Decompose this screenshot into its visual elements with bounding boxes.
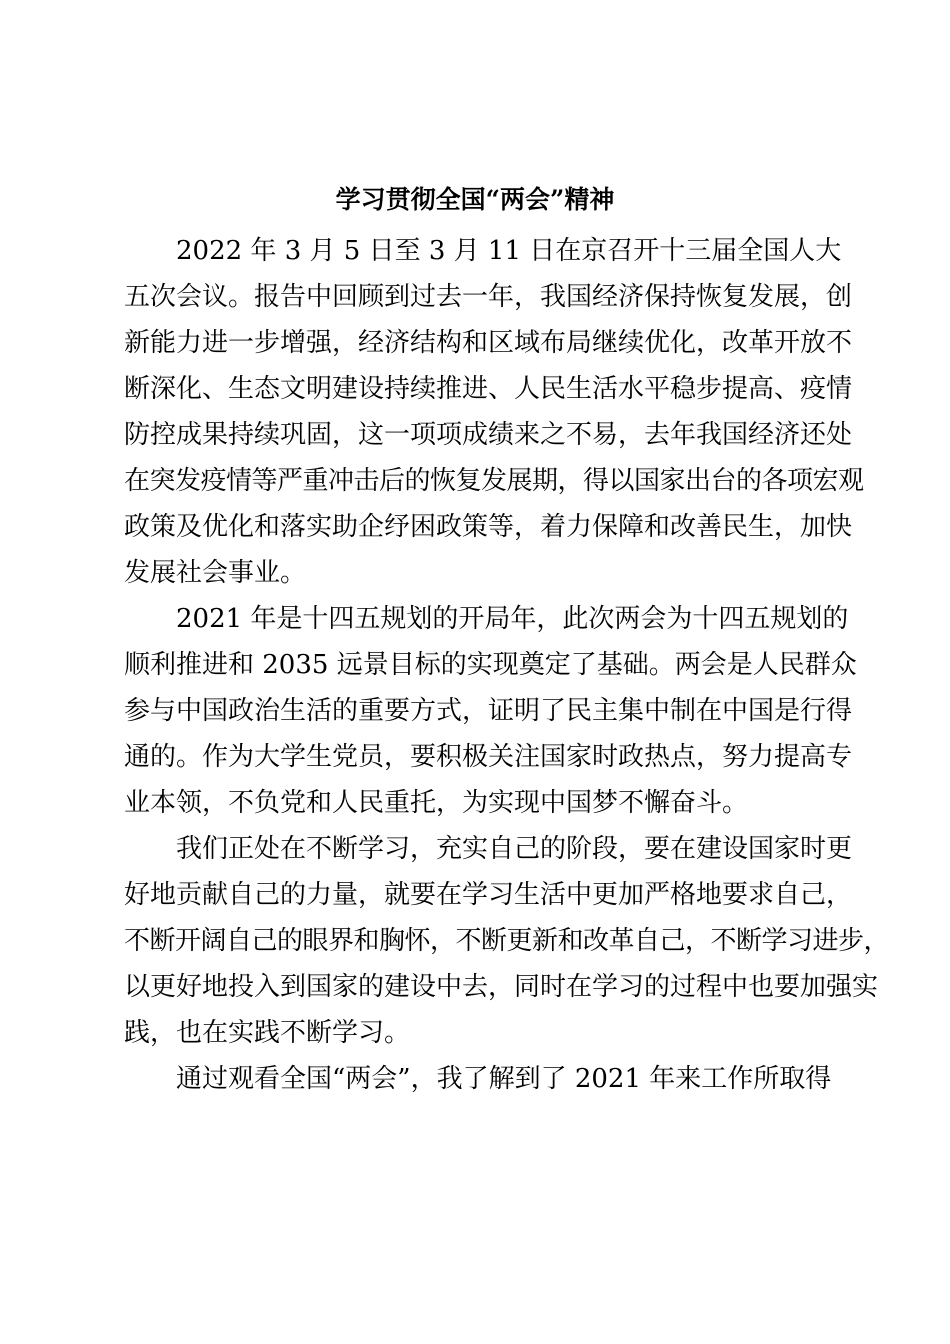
paragraph-1-line-3: 新能力进一步增强，经济结构和区域布局继续优化，改革开放不 xyxy=(124,328,853,358)
paragraph-2-line-5: 业本领，不负党和人民重托，为实现中国梦不懈奋斗。 xyxy=(124,788,749,818)
paragraph-3-line-5: 践，也在实践不断学习。 xyxy=(124,1018,411,1048)
paragraph-1-line-5: 防控成果持续巩固，这一项项成绩来之不易，去年我国经济还处 xyxy=(124,420,853,450)
paragraph-2-line-4: 通的。作为大学生党员，要积极关注国家时政热点，努力提高专 xyxy=(124,742,853,772)
document-title: 学习贯彻全国“两会”精神 xyxy=(335,185,615,214)
paragraph-1-line-4: 断深化、生态文明建设持续推进、人民生活水平稳步提高、疫情 xyxy=(124,374,853,404)
paragraph-4-line-1: 通过观看全国“两会”，我了解到了 2021 年来工作所取得 xyxy=(176,1064,832,1094)
paragraph-2-line-1: 2021 年是十四五规划的开局年，此次两会为十四五规划的 xyxy=(176,604,849,634)
paragraph-1-line-7: 政策及优化和落实助企纾困政策等，着力保障和改善民生，加快 xyxy=(124,512,853,542)
paragraph-3-line-1: 我们正处在不断学习，充实自己的阶段，要在建设国家时更 xyxy=(176,834,853,864)
paragraph-2-line-2: 顺利推进和 2035 远景目标的实现奠定了基础。两会是人民群众 xyxy=(124,650,857,680)
paragraph-3-line-3: 不断开阔自己的眼界和胸怀，不断更新和改革自己，不断学习进步， xyxy=(124,926,890,956)
paragraph-1-line-8: 发展社会事业。 xyxy=(124,558,307,588)
paragraph-1-line-1: 2022 年 3 月 5 日至 3 月 11 日在京召开十三届全国人大 xyxy=(176,236,842,266)
paragraph-1-line-6: 在突发疫情等严重冲击后的恢复发展期，得以国家出台的各项宏观 xyxy=(124,466,864,496)
paragraph-3-line-4: 以更好地投入到国家的建设中去，同时在学习的过程中也要加强实 xyxy=(124,972,879,1002)
paragraph-2-line-3: 参与中国政治生活的重要方式，证明了民主集中制在中国是行得 xyxy=(124,696,853,726)
paragraph-3-line-2: 好地贡献自己的力量，就要在学习生活中更加严格地要求自己， xyxy=(124,880,853,910)
paragraph-1-line-2: 五次会议。报告中回顾到过去一年，我国经济保持恢复发展，创 xyxy=(124,282,853,312)
